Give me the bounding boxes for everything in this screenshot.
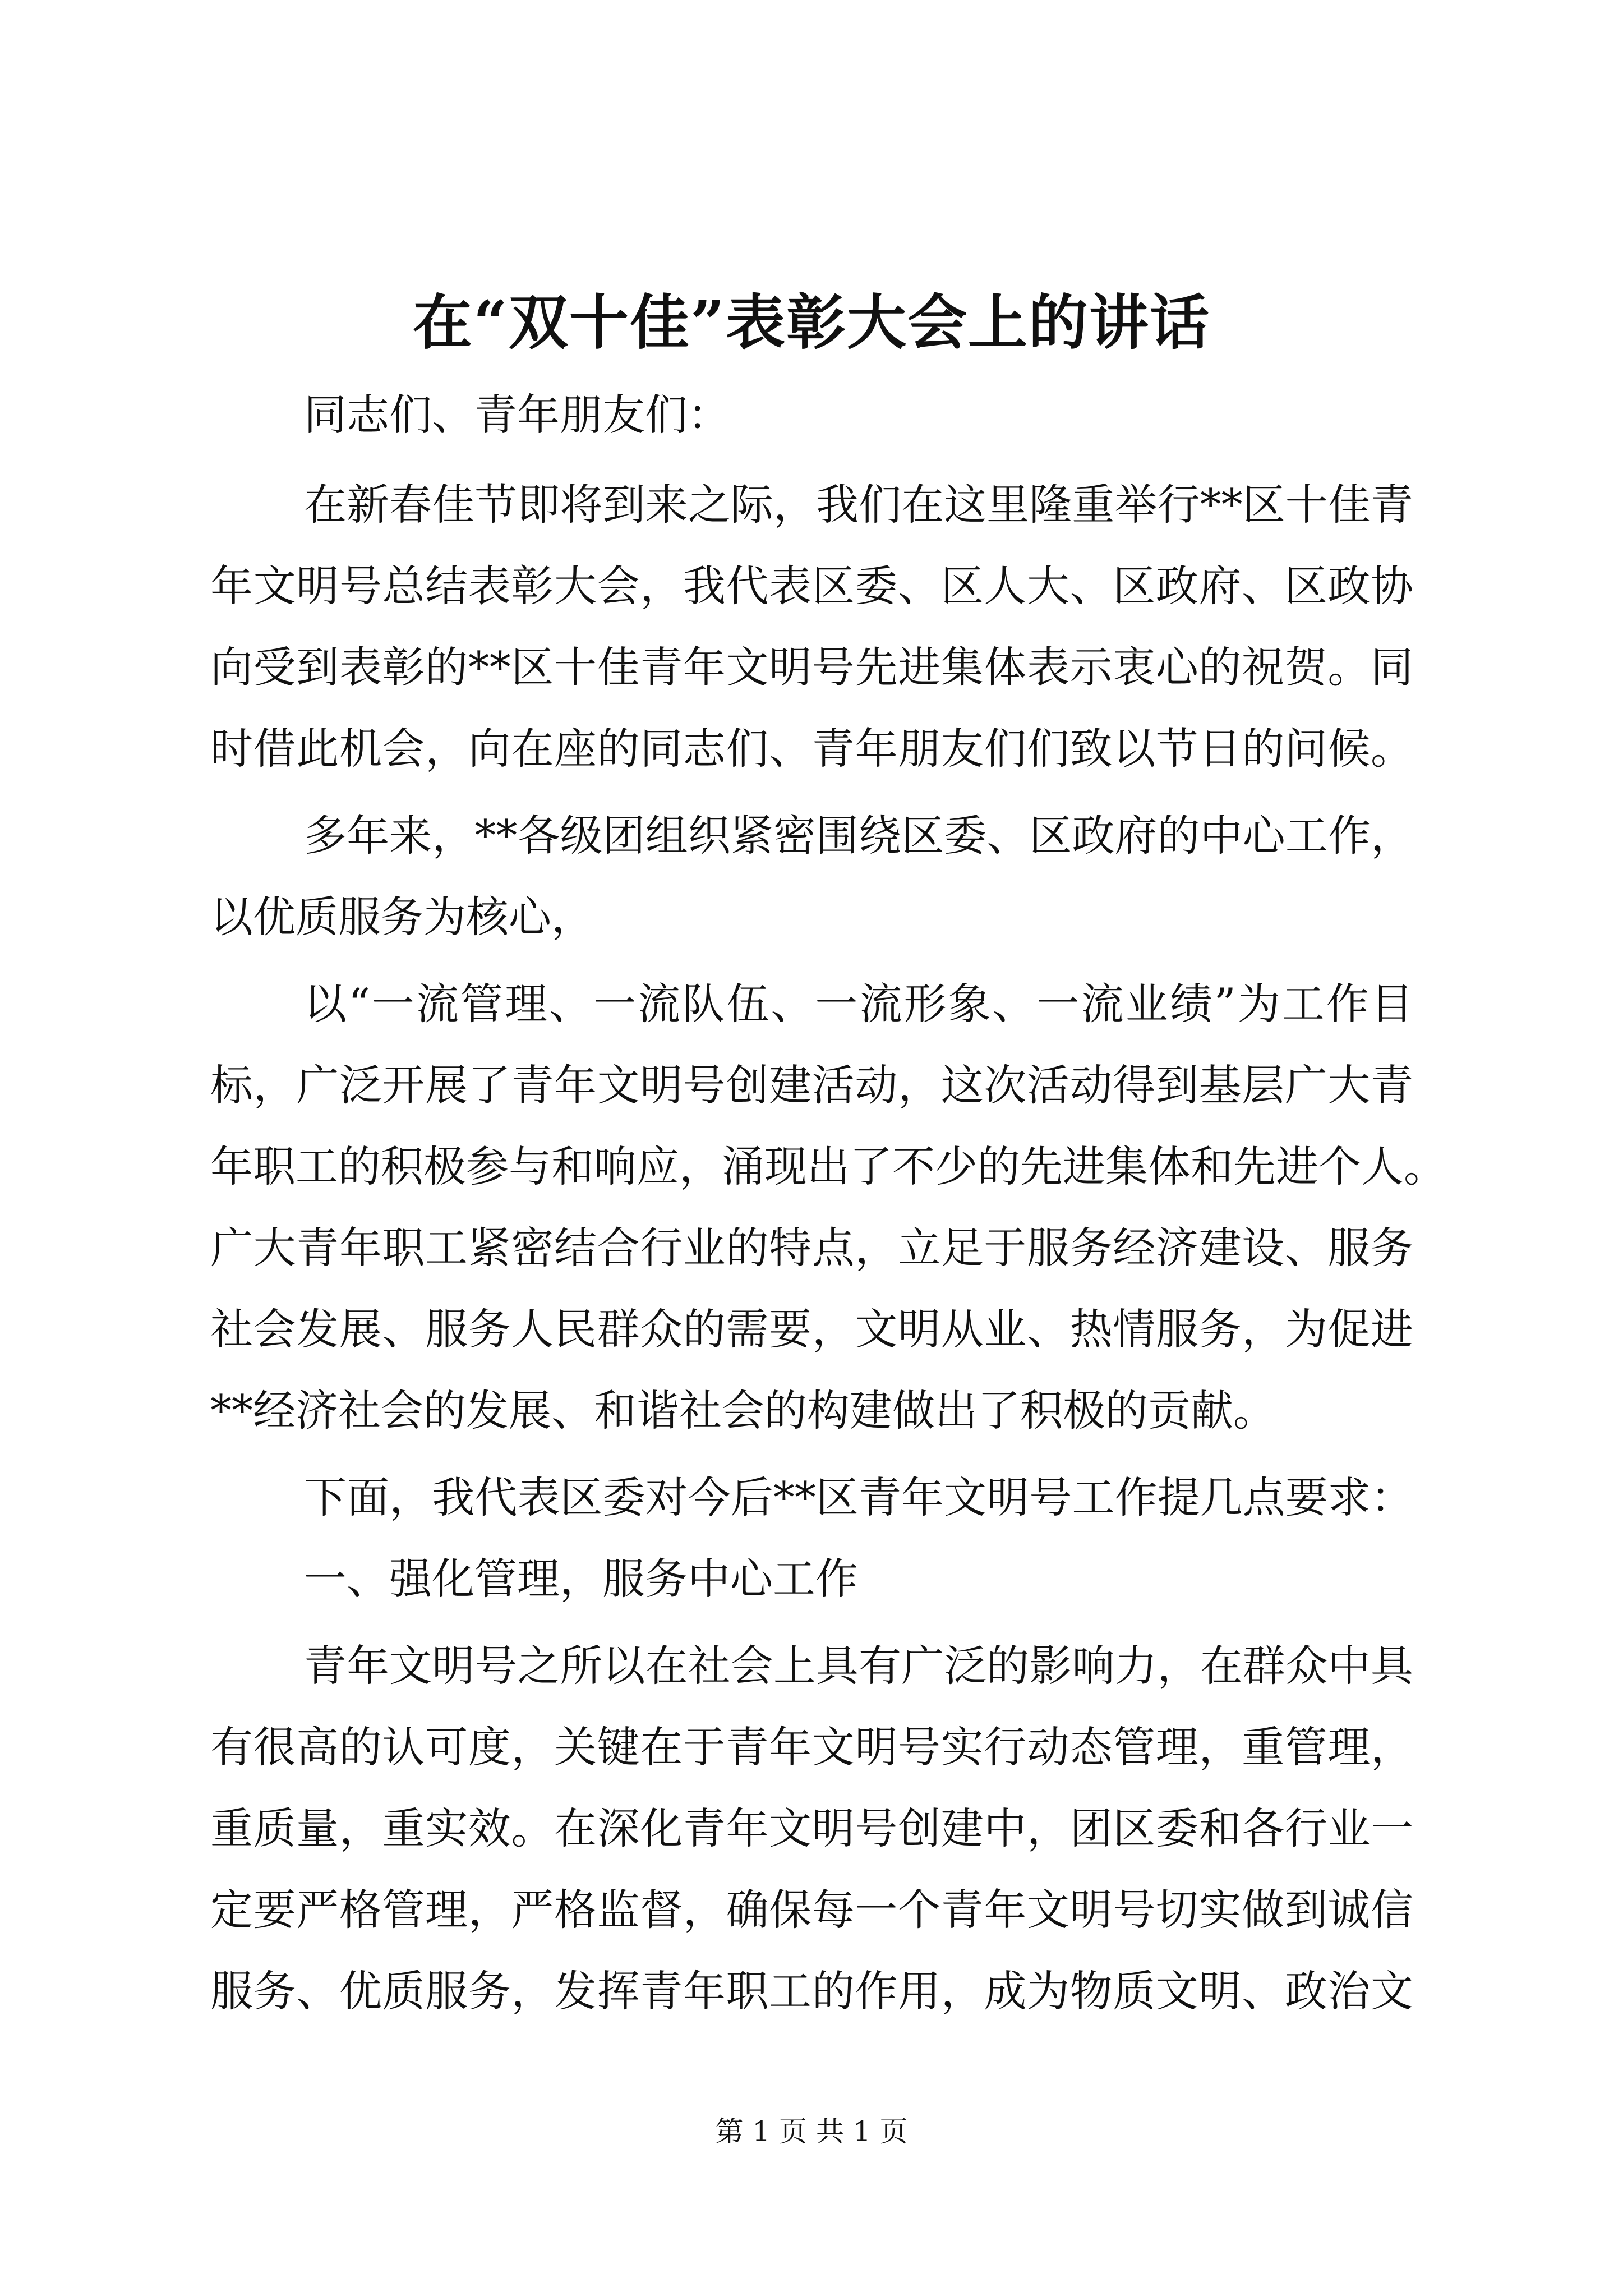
section-heading: 一、强化管理，服务中心工作 bbox=[304, 1554, 858, 1604]
paragraph-line: 服务、优质服务，发挥青年职工的作用，成为物质文明、政治文 bbox=[210, 1966, 1413, 2016]
paragraph-line: 年职工的积极参与和响应，涌现出了不少的先进集体和先进个人。 bbox=[210, 1142, 1446, 1191]
paragraph-line: 多年来，**各级团组织紧密围绕区委、区政府的中心工作， bbox=[304, 811, 1413, 861]
paragraph-line: **经济社会的发展、和谐社会的构建做出了积极的贡献。 bbox=[210, 1386, 1276, 1435]
paragraph-line: 以优质服务为核心， bbox=[210, 892, 594, 942]
paragraph-line: 社会发展、服务人民群众的需要，文明从业、热情服务，为促进 bbox=[210, 1304, 1413, 1354]
paragraph-line: 有很高的认可度，关键在于青年文明号实行动态管理，重管理， bbox=[210, 1722, 1413, 1772]
document-title: 在“双十佳”表彰大会上的讲话 bbox=[413, 287, 1210, 357]
paragraph-line: 以“一流管理、一流队伍、一流形象、一流业绩”为工作目 bbox=[304, 979, 1413, 1029]
paragraph-line: 年文明号总结表彰大会，我代表区委、区人大、区政府、区政协 bbox=[210, 561, 1413, 611]
paragraph-line: 重质量，重实效。在深化青年文明号创建中，团区委和各行业一 bbox=[210, 1803, 1413, 1853]
paragraph-line: 广大青年职工紧密结合行业的特点，立足于服务经济建设、服务 bbox=[210, 1223, 1413, 1273]
paragraph-line: 定要严格管理，严格监督，确保每一个青年文明号切实做到诚信 bbox=[210, 1885, 1413, 1935]
page-footer: 第 1 页 共 1 页 bbox=[715, 2115, 908, 2148]
paragraph-line: 向受到表彰的**区十佳青年文明号先进集体表示衷心的祝贺。同 bbox=[210, 642, 1413, 692]
salutation-line: 同志们、青年朋友们： bbox=[304, 390, 730, 440]
paragraph-line: 青年文明号之所以在社会上具有广泛的影响力，在群众中具 bbox=[304, 1641, 1413, 1691]
paragraph-line: 时借此机会，向在座的同志们、青年朋友们们致以节日的问候。 bbox=[210, 724, 1413, 774]
paragraph-line: 在新春佳节即将到来之际，我们在这里隆重举行**区十佳青 bbox=[304, 480, 1413, 530]
paragraph-line: 标，广泛开展了青年文明号创建活动，这次活动得到基层广大青 bbox=[210, 1060, 1413, 1110]
paragraph-line: 下面，我代表区委对今后**区青年文明号工作提几点要求： bbox=[304, 1473, 1413, 1522]
